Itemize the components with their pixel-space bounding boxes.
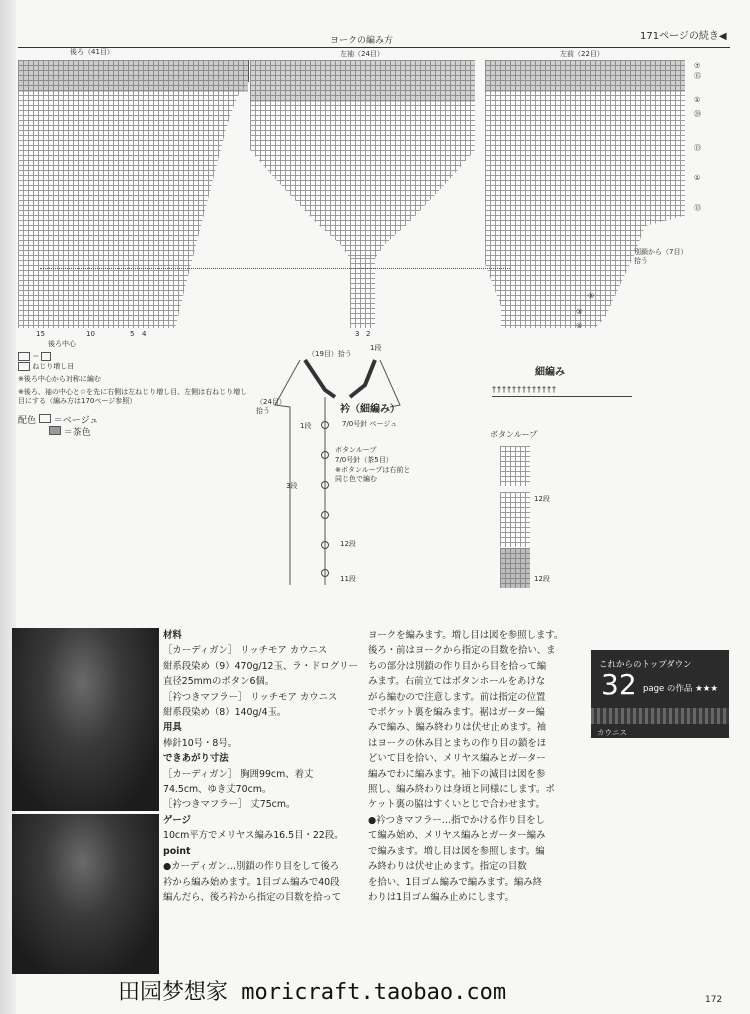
legend-knit: ＝ [32,352,40,361]
loop-chart-3 [500,548,530,588]
collar-one-row: 1段 [370,344,382,352]
crochet-baseline [492,396,632,397]
instruction-line: みます。右前立てはボタンホールをあけな [368,676,546,688]
collar-pick-top: （19目）拾う [308,350,352,358]
button-loop-needle: 7/0号針（茶5目） [335,456,393,464]
loop-chart-2 [500,492,530,547]
yoke-title: ヨークの編み方 [330,36,394,46]
collar-row-12: 12段 [340,540,356,548]
instructions-text [368,628,583,905]
color-label: 配色 [18,416,37,426]
materials-line: 紺系段染め（9）470g/12玉、ラ・ドログリー [163,660,358,672]
collar-pick-left: （24目）拾う [256,398,286,415]
collar-title: 衿（細編み） [340,404,400,415]
model-photo-1 [12,628,159,811]
instruction-line: て編み始め、メリヤス編みとガーター編み [368,830,546,842]
watermark: 田园梦想家 moricraft.taobao.com [118,980,507,1005]
legend-twist: ねじり増し目 [32,362,75,370]
materials-line: ［カーディガン］ 胸囲99cm、着丈 [163,768,314,780]
button-loop-title: ボタンループ [490,430,538,439]
instruction-line: 照し、編み終わりは身頃と同様にします。ポ [368,784,555,796]
materials-line: ［衿つきマフラー］ リッチモア カウニス [163,691,338,703]
crochet-title: 細編み [535,367,565,378]
button-loop-label: ボタンループ [335,446,377,454]
collar-row-3: 3段 [286,482,298,490]
note1: ※後ろ中心から対称に編む [18,375,101,383]
gauge-heading: ゲージ [163,814,191,826]
right-row-3: ③ [576,308,583,316]
row-marker: ① [694,174,701,182]
button-loop-note: ※ボタンループは右前と同じ色で編む [335,466,411,483]
loop-row-12a: 12段 [534,495,550,503]
back-center-label: 後ろ中心 [48,340,76,348]
materials-line: ●カーディガン…別鎖の作り目をして後ろ [163,861,340,873]
yoke-2: 2 [366,330,371,338]
materials-line: ［カーディガン］ リッチモア カウニス [163,645,328,657]
collar-row-11: 11段 [340,575,356,583]
materials-line: 紺系段染め（8）140g/4玉。 [163,707,287,719]
top-rule [18,47,730,48]
front-label: 左前（22目） [560,50,604,58]
instruction-line: ヨークを編みます。増し目は図を参照します。 [368,630,564,641]
materials-line: ［衿つきマフラー］ 丈75cm。 [163,799,296,811]
instruction-line: み終わりは伏せ止めます。指定の目数 [368,861,527,873]
instruction-line: がら編むので注意します。前は指定の位置 [368,691,546,703]
promo-number: 32 [601,668,637,701]
materials-text [163,628,358,905]
size-heading: できあがり寸法 [163,753,229,765]
collar-one-row-2: 1段 [300,422,312,430]
promo-yarn: カウニス [597,728,627,737]
right-row-5: ⑤ [588,292,595,300]
row-markers [694,62,714,218]
materials-line: 編んだら、後ろ衿から指定の目数を拾って [163,891,342,903]
materials-line: 直径25mmのボタン6個。 [163,676,275,688]
promo-suffix: page の作品 ★★★ [643,684,718,694]
materials-line: 74.5cm、ゆき丈70cm。 [163,784,272,796]
row-marker: ⑮ [694,72,701,80]
axis-10: 10 [86,330,95,338]
yarn-swatch [591,708,729,724]
sleeve-label: 左袖（24目） [340,50,384,58]
legend [18,352,248,438]
instruction-line: わりは1目ゴム編み止めにします。 [368,891,514,903]
promo-subtitle: これからのトップダウン [599,660,692,670]
right-row-1: ① [576,322,583,330]
instruction-line: 編みでわに編みます。袖下の減目は図を参 [368,768,546,780]
back-chart [18,60,249,328]
instruction-line: ちの部分は別鎖の作り目から目を拾って編 [368,660,547,672]
sleeve-shaded-band [250,60,475,102]
instruction-line: を拾い、1目ゴム編みで編みます。編み終 [368,876,542,888]
instruction-line: ●衿つきマフラー…指でかける作り目をし [368,814,545,826]
front-chart [485,60,685,328]
note2: ※後ろ、袖の中心と☆を先に右側は左ねじり増し目、左側は右ねじり増し目にする（編み方は170ページ参照） [18,388,248,405]
axis-4: 4 [142,330,147,338]
instruction-line: ケット裏の脇はすくいとじで合わせます。 [368,799,545,811]
page-number: 172 [705,995,723,1005]
materials-line: 棒針10号・8号。 [163,737,238,749]
instruction-line: みで編み、編み終わりは伏せ止めます。袖 [368,722,546,734]
row-marker: ① [694,96,701,104]
color-brown: ＝茶色 [63,428,91,438]
instruction-line: でポケット裏を編みます。裾はガーター編 [368,707,545,719]
row-marker: ⑬ [694,144,701,152]
row-marker: ⑦ [694,62,701,70]
cast-on-note: 別鎖から（7目）拾う [634,248,688,265]
back-label: 後ろ（41目） [70,48,114,56]
materials-line: 10cm平方でメリヤス編み16.5目・22段。 [163,830,344,842]
crochet-marks: ††††††††††††† [492,385,557,394]
axis-15: 15 [36,330,45,338]
front-shaded-band [485,60,685,92]
materials-line: 衿から編み始めます。1目ゴム編みで40段 [163,876,340,888]
point-heading: point [163,845,191,857]
promo-card [591,650,729,738]
instruction-line: はヨークの休み目とまちの作り目の鎖をほ [368,737,547,749]
guide-line [40,268,510,269]
yoke-3: 3 [355,330,360,338]
color-beige: ＝ベージュ [53,416,99,426]
loop-row-12b: 12段 [534,575,550,583]
continued-label: 171ページの続き◀ [640,31,727,42]
loop-chart-1 [500,446,530,486]
row-marker: ⑳ [694,110,701,118]
collar-needle: 7/0号針 ベージュ [342,420,398,428]
row-marker: ⑬ [694,204,701,212]
axis-5: 5 [130,330,135,338]
materials-heading: 材料 [163,630,182,641]
instruction-line: 後ろ・前はヨークから指定の目数を拾い、ま [368,645,556,657]
instruction-line: で編みます。増し目は図を参照します。編 [368,845,545,857]
back-shaded-band [18,60,248,92]
model-photo-2 [12,814,159,974]
instruction-line: どいて目を拾い、メリヤス編みとガーター [368,753,546,765]
tools-heading: 用具 [163,722,182,734]
